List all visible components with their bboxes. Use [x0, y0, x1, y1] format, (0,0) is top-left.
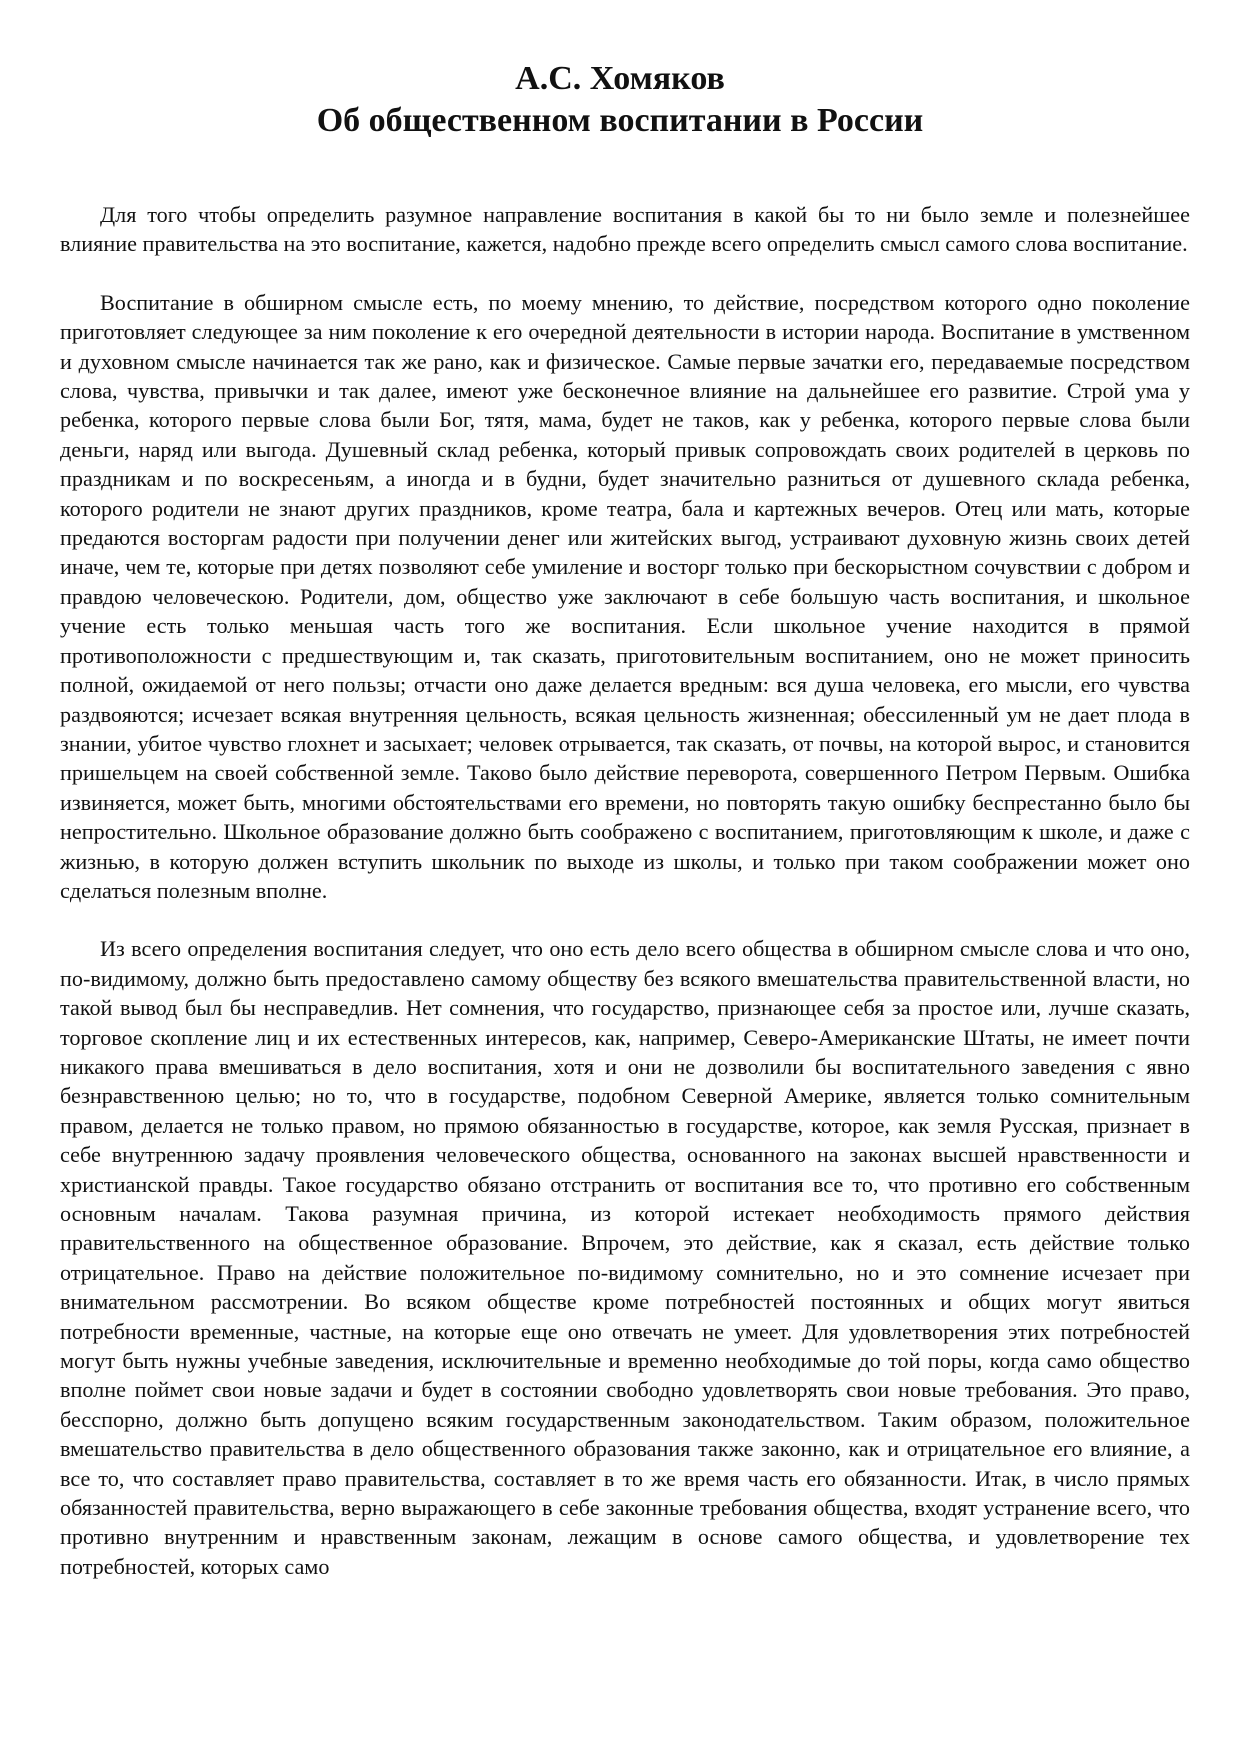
document-title: Об общественном воспитании в России — [316, 102, 924, 139]
author-name: А.С. Хомяков — [515, 60, 725, 97]
paragraph-2: Воспитание в обширном смысле есть, по моему мнению, то действие, посредством которого одно поколение приготовляет следующее за ним поколение к его очередной деятельности в истории народа. Воспитание в умственном и духовном смысле начинается так же рано, как и физическое. Самые первые зачатки его, передаваемые посредством слова, чувства, привычки и так далее, имеют уже бесконечное влияние на дальнейшее его развитие. Строй ума у ребенка, которого первые слова были Бог, тятя, мама, будет не таков, как у ребенка, которого первые слова были деньги, наряд или выгода. Душевный склад ребенка, который привык сопровождать своих родителей в церковь по праздникам и по воскресеньям, а иногда и в будни, будет значительно разниться от душевного склада ребенка, которого родители не знают других праздников, кроме театра, бала и картежных вечеров. Отец или мать, которые предаются восторгам радости при получении денег или житейских выгод, устраивают духовную жизнь своих детей иначе, чем те, которые при детях позволяют себе умиление и восторг только при бескорыстном сочувствии с добром и правдою человеческою. Родители, дом, общество уже заключают в себе большую часть воспитания, и школьное учение есть только меньшая часть того же воспитания. Если школьное учение находится в прямой противоположности с предшествующим и, так сказать, приготовительным воспитанием, оно не может приносить полной, ожидаемой от него пользы; отчасти оно даже делается вредным: вся душа человека, его мысли, его чувства раздвояются; исчезает всякая внутренняя цельность, всякая цельность жизненная; обессиленный ум не дает плода в знании, убитое чувство глохнет и засыхает; человек отрывается, так сказать, от почвы, на которой вырос, и становится пришельцем на своей собственной земле. Таково было действие переворота, совершенного Петром Первым. Ошибка извиняется, может быть, многими обстоятельствами его времени, но повторять такую ошибку беспрестанно было бы непростительно. Школьное образование должно быть соображено с воспитанием, приготовляющим к школе, и даже с жизнью, в которую должен вступить школьник по выходе из школы, и только при таком соображении может оно сделаться полезным вполне. — [60, 289, 1190, 903]
paragraph-3: Из всего определения воспитания следует, что оно есть дело всего общества в обширном смысле слова и что оно, по-видимому, должно быть предоставлено самому обществу без всякого вмешательства правительственной власти, но такой вывод был бы несправедлив. Нет сомнения, что государство, признающее себя за простое или, лучше сказать, торговое скопление лиц и их естественных интересов, как, например, Северо-Американские Штаты, не имеет почти никакого права вмешиваться в дело воспитания, хотя и они не дозволили бы воспитательного заведения с явно безнравственною целью; но то, что в государстве, подобном Северной Америке, является только сомнительным правом, делается не только правом, но прямою обязанностью в государстве, которое, как земля Русская, признает в себе внутреннюю задачу проявления человеческого общества, основанного на законах высшей нравственности и христианской правды. Такое государство обязано отстранить от воспитания все то, что противно его собственным основным началам. Такова разумная причина, из которой истекает необходимость прямого действия правительственного на общественное образование. Впрочем, это действие, как я сказал, есть действие только отрицательное. Право на действие положительное по-видимому сомнительно, но и это сомнение исчезает при внимательном рассмотрении. Во всяком обществе кроме потребностей постоянных и общих могут явиться потребности временные, частные, на которые еще оно отвечать не умеет. Для удовлетворения этих потребностей могут быть нужны учебные заведения, исключительные и временно необходимые до той поры, когда само общество вполне поймет свои новые задачи и будет в состоянии свободно удовлетворять свои новые требования. Это право, бесспорно, должно быть допущено всяким государственным законодательством. Таким образом, положительное вмешательство правительства в дело общественного образования также законно, как и отрицательное его влияние, а все то, что составляет право правительства, составляет в то же время часть его обязанности. Итак, в число прямых обязанностей правительства, верно выражающего в себе законные требования общества, входят устранение всего, что противно внутренним и нравственным законам, лежащим в основе самого общества, и удовлетворение тех потребностей, которых само — [60, 936, 1190, 1579]
document-header — [0, 58, 1240, 142]
paragraph-1: Для того чтобы определить разумное направление воспитания в какой бы то ни было земле и полезнейшее влияние правительства на это воспитание, кажется, надобно прежде всего определить смысл самого слова воспитание. — [60, 202, 1190, 257]
document-body — [60, 200, 1190, 1581]
